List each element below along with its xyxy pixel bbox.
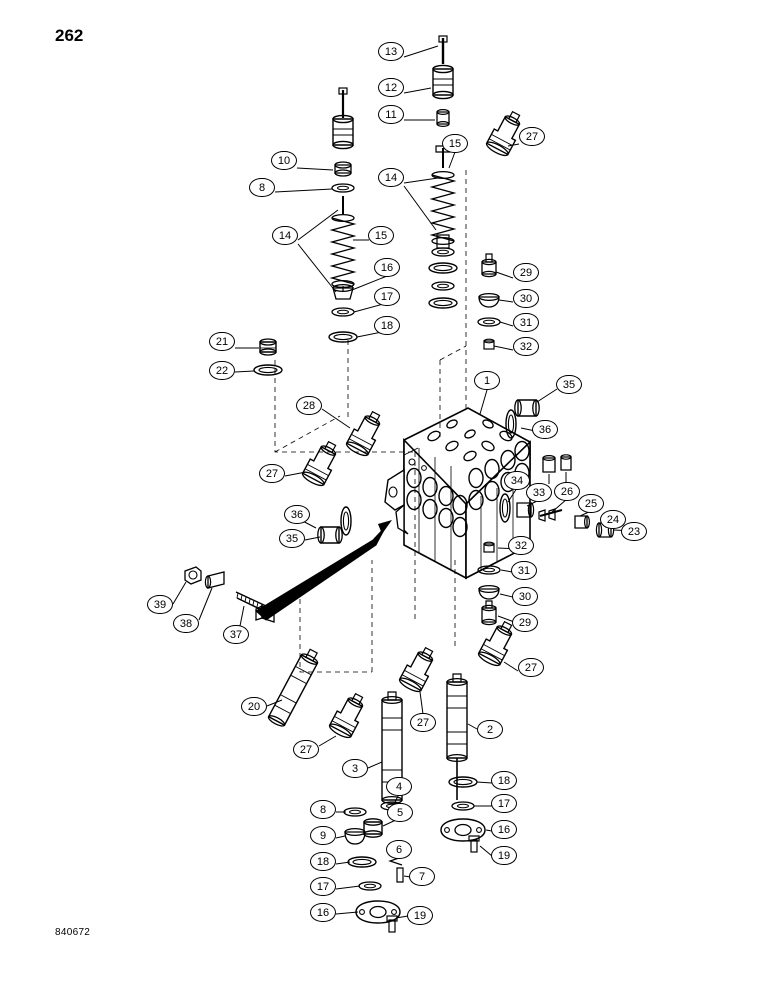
part-callout-3: 3	[342, 759, 368, 778]
part-callout-18: 18	[491, 771, 517, 790]
part-callout-23: 23	[621, 522, 647, 541]
part-callout-36: 36	[532, 420, 558, 439]
part-callout-10: 10	[271, 151, 297, 170]
part-callout-11: 11	[378, 105, 404, 124]
part-callout-37: 37	[223, 625, 249, 644]
port-fitting-left	[318, 507, 351, 543]
part-callout-29: 29	[512, 613, 538, 632]
part-callout-6: 6	[386, 840, 412, 859]
part-callout-8: 8	[249, 178, 275, 197]
spool-stack-center-upper	[429, 36, 457, 308]
part-callout-31: 31	[511, 561, 537, 580]
part-callout-27: 27	[518, 658, 544, 677]
part-callout-22: 22	[209, 361, 235, 380]
part-callout-38: 38	[173, 614, 199, 633]
relief-valve-28	[345, 408, 387, 458]
relief-valve-27-left	[301, 438, 343, 488]
part-callout-35: 35	[279, 529, 305, 548]
part-callout-27: 27	[519, 127, 545, 146]
plug-21-22	[254, 339, 282, 375]
part-callout-13: 13	[378, 42, 404, 61]
part-callout-28: 28	[296, 396, 322, 415]
part-callout-25: 25	[578, 494, 604, 513]
part-callout-35: 35	[556, 375, 582, 394]
page-number: 262	[55, 26, 84, 45]
part-callout-14: 14	[272, 226, 298, 245]
part-callout-9: 9	[310, 826, 336, 845]
part-callout-39: 39	[147, 595, 173, 614]
part-callout-16: 16	[491, 820, 517, 839]
part-callout-27: 27	[259, 464, 285, 483]
part-callout-16: 16	[374, 258, 400, 277]
relief-valve-27-lowerleft	[328, 690, 370, 740]
part-callout-19: 19	[491, 846, 517, 865]
valve-body-assembly	[385, 408, 530, 578]
part-callout-27: 27	[293, 740, 319, 759]
part-callout-18: 18	[374, 316, 400, 335]
part-callout-27: 27	[410, 713, 436, 732]
part-callout-2: 2	[477, 720, 503, 739]
part-callout-7: 7	[409, 867, 435, 886]
relief-valve-27-lowercenter	[398, 644, 440, 694]
part-callout-24: 24	[600, 510, 626, 529]
part-callout-5: 5	[387, 803, 413, 822]
part-callout-16: 16	[310, 903, 336, 922]
part-callout-30: 30	[512, 587, 538, 606]
part-callout-18: 18	[310, 852, 336, 871]
part-callout-20: 20	[241, 697, 267, 716]
part-callout-17: 17	[374, 287, 400, 306]
part-callout-36: 36	[284, 505, 310, 524]
part-callout-4: 4	[386, 777, 412, 796]
part-callout-15: 15	[368, 226, 394, 245]
part-callout-12: 12	[378, 78, 404, 97]
part-callout-15: 15	[442, 134, 468, 153]
part-callout-14: 14	[378, 168, 404, 187]
check-valve-upper-right	[478, 254, 500, 349]
part-callout-26: 26	[554, 482, 580, 501]
part-callout-31: 31	[513, 313, 539, 332]
part-callout-34: 34	[504, 471, 530, 490]
part-callout-32: 32	[508, 536, 534, 555]
spool-stack-left-upper	[329, 88, 357, 342]
part-callout-17: 17	[310, 877, 336, 896]
part-callout-19: 19	[407, 906, 433, 925]
part-callout-30: 30	[513, 289, 539, 308]
part-callout-29: 29	[513, 263, 539, 282]
part-callout-33: 33	[526, 483, 552, 502]
part-callout-32: 32	[513, 337, 539, 356]
part-callout-17: 17	[491, 794, 517, 813]
figure-code: 840672	[55, 927, 91, 938]
part-callout-8: 8	[310, 800, 336, 819]
part-callout-1: 1	[474, 371, 500, 390]
part-callout-21: 21	[209, 332, 235, 351]
spool-20	[267, 647, 321, 728]
